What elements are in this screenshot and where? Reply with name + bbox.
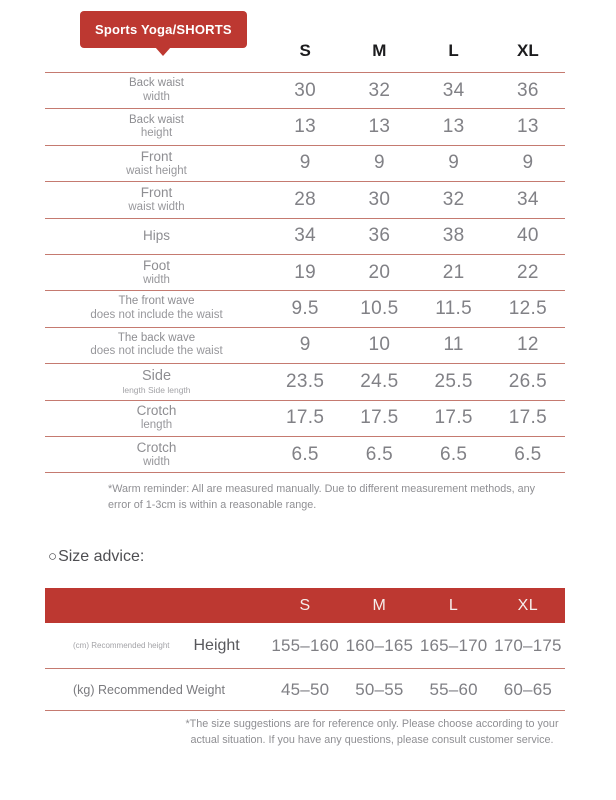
table-row	[45, 145, 565, 181]
cell-value: 23.5	[286, 370, 325, 392]
size-table-body	[45, 72, 565, 473]
cell-value: 9	[522, 152, 534, 174]
table-row	[45, 108, 565, 144]
advice-col-s: S	[299, 596, 311, 614]
warm-reminder-text: *Warm reminder: All are measured manually. Due to different measurement methods, any error of 1-3cm is within a reasonable range.	[108, 483, 536, 511]
cell-value: 13	[442, 116, 465, 138]
row-label: Foot width	[142, 257, 170, 286]
cell-value: 24.5	[360, 370, 399, 392]
advice-value: 170–175	[494, 635, 562, 655]
unit-note: (cm) Recommended height	[73, 640, 170, 650]
cell-value: 36	[368, 225, 391, 247]
table-row	[45, 363, 565, 399]
weight-label: (kg) Recommended Weight	[73, 682, 225, 697]
cell-value: 34	[442, 79, 465, 101]
cell-value: 9	[448, 152, 460, 174]
cell-value: 10	[368, 334, 391, 356]
cell-value: 10.5	[360, 298, 399, 320]
cell-value: 25.5	[434, 370, 473, 392]
advice-value: 165–170	[419, 635, 488, 655]
height-label: Height	[193, 636, 240, 654]
table-row	[45, 400, 565, 436]
advice-value: 60–65	[503, 679, 553, 699]
cell-value: 26.5	[508, 370, 547, 392]
advice-row-label	[45, 637, 268, 655]
row-label: Crotch length	[136, 403, 177, 432]
advice-value: 155–160	[271, 635, 339, 655]
cell-value: 11	[443, 334, 464, 356]
advice-row-weight	[45, 668, 565, 710]
cell-value: 40	[517, 225, 539, 247]
cell-value: 12.5	[508, 298, 547, 320]
cell-value: 32	[368, 79, 391, 101]
size-col-m: M	[372, 41, 387, 60]
row-label: Side length Side length	[122, 368, 191, 396]
table-row	[45, 327, 565, 363]
cell-value: 20	[368, 261, 391, 283]
cell-value: 34	[294, 225, 316, 247]
table-row	[45, 218, 565, 254]
row-label: Crotch width	[136, 439, 177, 468]
row-label: Front waist height	[126, 148, 187, 177]
cell-value: 28	[294, 188, 316, 210]
advice-table-body	[45, 623, 565, 711]
cell-value: 34	[517, 188, 539, 210]
cell-value: 9	[299, 152, 311, 174]
cell-value: 6.5	[365, 443, 394, 465]
size-col-l: L	[448, 41, 459, 60]
size-col-xl: XL	[517, 41, 539, 60]
product-badge-label: Sports Yoga/SHORTS	[95, 22, 232, 37]
cell-value: 19	[294, 261, 316, 283]
table-row	[45, 72, 565, 108]
cell-value: 21	[442, 261, 465, 283]
advice-col-l: L	[448, 596, 459, 614]
table-row	[45, 181, 565, 217]
row-label: The back wave does not include the waist	[90, 331, 223, 358]
size-advice-heading	[48, 548, 144, 566]
cell-value: 13	[517, 116, 539, 138]
row-label: Back waist height	[129, 113, 184, 140]
cell-value: 17.5	[508, 407, 547, 429]
advice-value: 160–165	[345, 635, 414, 655]
size-advice-heading-label: Size advice:	[58, 548, 145, 565]
advice-row-height	[45, 623, 565, 668]
size-table-header	[45, 30, 565, 72]
cell-value: 17.5	[360, 407, 399, 429]
size-col-s: S	[299, 41, 311, 60]
row-label: Hips	[142, 228, 170, 244]
advice-col-m: M	[372, 596, 387, 614]
cell-value: 17.5	[286, 407, 325, 429]
circle-icon: ○	[48, 548, 58, 565]
row-label: Front waist width	[128, 185, 185, 214]
cell-value: 9.5	[291, 298, 319, 320]
cell-value: 30	[294, 79, 316, 101]
advice-value: 55–60	[429, 679, 478, 699]
cell-value: 11.5	[435, 298, 473, 320]
row-label: The front wave does not include the waist	[90, 295, 223, 322]
cell-value: 9	[299, 334, 311, 356]
cell-value: 6.5	[439, 443, 468, 465]
advice-header-bar	[45, 588, 565, 623]
cell-value: 13	[294, 116, 316, 138]
cell-value: 36	[517, 79, 539, 101]
table-row	[45, 436, 565, 472]
cell-value: 22	[517, 261, 539, 283]
cell-value: 32	[442, 188, 465, 210]
cell-value: 17.5	[434, 407, 473, 429]
table-row	[45, 290, 565, 326]
advice-value: 50–55	[355, 679, 404, 699]
cell-value: 6.5	[291, 443, 319, 465]
advice-value: 45–50	[280, 679, 330, 699]
size-table	[45, 30, 565, 473]
size-advice-table	[45, 588, 565, 711]
cell-value: 13	[368, 116, 391, 138]
cell-value: 9	[373, 152, 385, 174]
row-label: Back waist width	[129, 77, 184, 103]
advice-col-xl: XL	[517, 596, 539, 614]
cell-value: 12	[517, 334, 539, 356]
advice-footnote-text: *The size suggestions are for reference only. Please choose according to your actual situation. If you have any questions, please consult customer service.	[185, 718, 559, 747]
cell-value: 6.5	[514, 443, 542, 465]
cell-value: 38	[442, 225, 465, 247]
cell-value: 30	[368, 188, 391, 210]
table-row	[45, 254, 565, 290]
